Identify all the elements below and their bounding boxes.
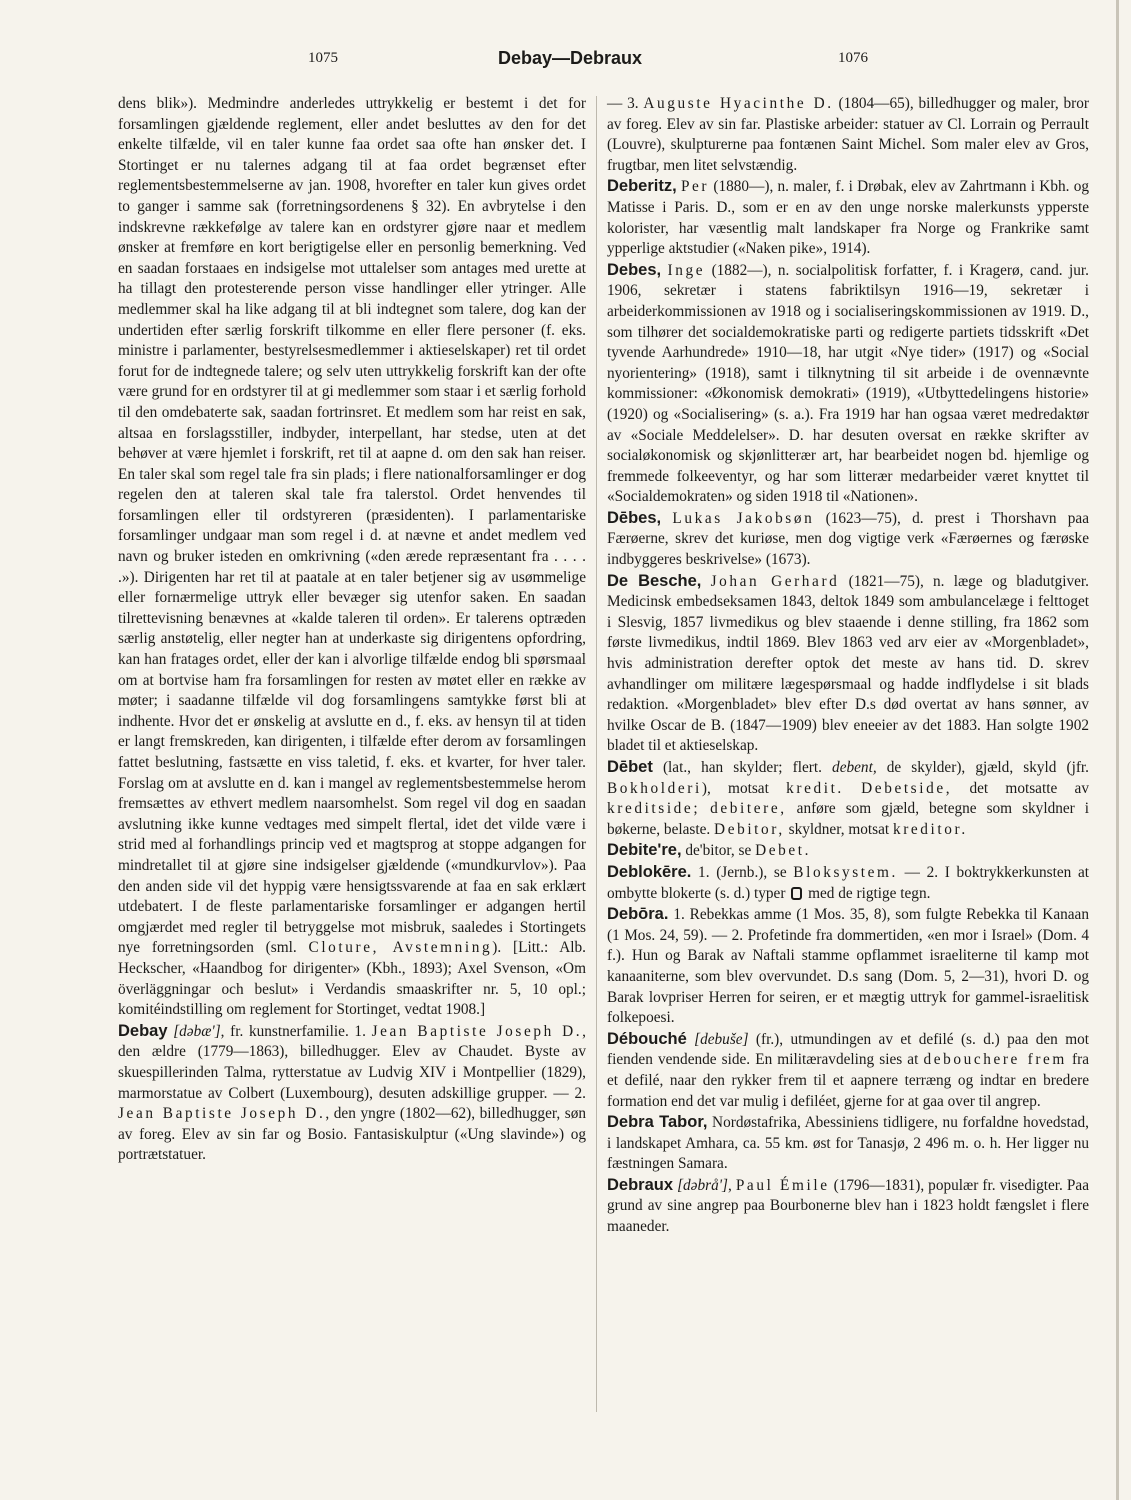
left-page-number: 1075 <box>308 50 338 66</box>
entry-debora: Debōra. 1. Rebekkas amme (1 Mos. 35, 8), som fulgte Rebekka til Kanaan (1 Mos. 24, 59). — 2. Profetinde fra dommertiden, «en mor i Israel» (Dom. 4 f.). Hun og Barak av Naftali stamme opflammet israeliterne til kamp mot kanaaniterne, som blev overvundet. D.s sang (Dom. 5, 2—31), hvori D. og Barak lovpriser Herren for seiren, er et mægtig uttryk for gammel-israelitisk folkepoesi. <box>607 905 1089 1027</box>
entry-deberitz: Deberitz, Per (1880—), n. maler, f. i Drøbak, elev av Zahrtmann i Kbh. og Matisse i Paris. D., som er en av den unge norske malerkunsts ypperste kolorister, har væsentlig malt landskaper fra Norge og Frankrike samt ypperlige aktstudier («Naken pike», 1914). <box>607 177 1089 258</box>
right-column <box>607 94 1089 1238</box>
entry-de-besche: De Besche, Johan Gerhard (1821—75), n. læge og bladutgiver. Medicinsk embedseksamen 1843, deltok 1849 som ambulancelæge i felttoget i Slesvig, 1857 livmedikus og blev staaende i denne stilling, fra 1862 som første livmedikus, indtil 1869. Blev 1863 ved arv eier av «Morgenbladet», hvis administration derefter optok det meste av hans tid. D. skrev avhandlinger om militære lægespørsmaal og hadde indflydelse i sit blads redaktion. «Morgenbladet» blev efter D.s død overtat av hans sønner, av hvilke Oscar de B. (1847—1909) blev eneeier av det 1883. Han solgte 1902 bladet til et aktieselskap. <box>607 571 1089 755</box>
headword-de-besche: De Besche, <box>607 571 702 590</box>
blocked-type-icon <box>791 887 802 900</box>
headword-debet: Dēbet <box>607 758 653 776</box>
headword-deberitz: Deberitz, <box>607 177 677 196</box>
entry-deblokere: Deblokēre. 1. (Jernb.), se Bloksystem. — 2. I boktrykkerkunsten at ombytte blokerte (s. d.) typer med de rigtige tegn. <box>607 862 1089 902</box>
entry-debitere: Debite're, de'bitor, se Debet. <box>607 841 812 860</box>
left-column <box>118 94 586 1166</box>
headword-debay: Debay <box>118 1021 168 1040</box>
entry-debes: Debes, Inge (1882—), n. socialpolitisk forfatter, f. i Kragerø, cand. jur. 1906, sekretær i statens fabriktilsyn 1916—19, sekretær i arbeiderkommissionen av 1918 og i socialiseringskommissionen av 1919. D., som tilhører det socialdemokratiske parti og redigerte partiets tidsskrift «Det tyvende Aarhundrede» 1910—18, har utgit «Nye tider» (1917) og «Social nyorientering» (1918), samt i tilknytning til sit arbeide i de ovennævnte kommissioner: «Økonomisk demokrati» (1919), «Utbyttedelingens historie» (1920) og «Socialisering» (s. a.). Fra 1919 har han ogsaa været medredaktør av «Sociale Meddelelser». D. har desuten oversat en række skrifter av socialøkonomisk og skjønlitterær art, har bearbeidet nogen bd. hjemlige og fremmede folkeeventyr, og har som litterær medarbeider været knyttet til «Socialdemokraten» og siden 1918 til «Nationen». <box>607 260 1090 506</box>
headword-debitere: Debite're, <box>607 841 682 860</box>
page-edge <box>1116 0 1119 1500</box>
right-page-number: 1076 <box>838 50 868 66</box>
entry-debes-lukas: Dēbes, Lukas Jakobsøn (1623—75), d. prest i Thorshavn paa Færøerne, skrev det kuriøse, men dog vigtige verk «Færøernes og færøske indbyggeres beskrivelse» (1673). <box>607 508 1089 569</box>
entry-debraux: Debraux [dəbrå'], Paul Émile (1796—1831), populær fr. visedigter. Paa grund av sine angrep paa Bourbonerne blev han i 1823 holdt fængslet i flere maaneder. <box>607 1175 1089 1236</box>
page-running-title: Debay—Debraux <box>497 48 643 68</box>
entry-debouche: Débouché [debuše] (fr.), utmundingen av et defilé (s. d.) paa den mot fienden vendende side. En militæravdeling sies at debouchere frem fra et defilé, naar den rykker frem til et aapnere terræng og indtar en bredere formation end det var mulig i defiléet, gjerne for at gaa over til angrep. <box>607 1029 1089 1110</box>
entry-auguste-debay: — 3. Auguste Hyacinthe D. (1804—65), billedhugger og maler, bror av foreg. Elev av sin far. Plastiske arbeider: statuer av Cl. Lorrain og Perrault (Louvre), skulpturerne paa fontænen Saint Michel. Som maler elev av Gros, frugtbar, men litet selvstændig. <box>607 95 1089 174</box>
headword-debra-tabor: Debra Tabor, <box>607 1113 708 1132</box>
entry-debat-continuation: dens blik»). Medmindre anderledes uttrykkelig er bestemt i det for forsamlingen gjældende reglement, eller andet besluttes av den for det enkelte tilfælde, vil en taler kunne faa ordet saa ofte han ønsker det. I Stortinget er nu talernes adgang til at faa ordet begrænset efter reglementsbestemmelserne av jan. 1908, hvorefter en taler kun gives ordet to ganger i samme sak (forretningsordenens § 32). En avbrytelse i den indskrevne rækkefølge av talere kan en ordstyrer gjøre naar et medlem ønsker at fremføre en kort berigtigelse eller en personlig bemerkning. Ved en saadan forstaaes en indsigelse mot uttalelser som antages med urette at ha tillagt den protesterende person visse handlinger eller ytringer. Alle medlemmer skal ha like adgang til at bli indtegnet som talere, dog kan der undertiden efter særlig forskrift tilkomme en eller flere personer (f. eks. ministre i parlamenter, bestyrelsesmedlemmer i aktieselskaper) ret til ordet forut for de indtegnede talere; og selv uten uttrykkelig forskrift kan der ofte være grund for en ordstyrer til at gi medlemmer som staar i et særlig forhold til den omdebaterte sak, saadan fortrinsret. Et medlem som har reist en sak, altsaa en forslagsstiller, indbyder, interpellant, har stedse, uten at det behøver at være hjemlet i forskrift, ret til at aapne d. om den sak han reiser. En taler skal som regel tale fra sin plads; i flere nationalforsamlinger er dog regelen den at taleren skal tale fra talerstol. Ordet henvendes til forsamlingen eller til ordstyreren (præsidenten). I parlamentariske forsamlinger undgaar man som regel i d. at nævne et andet medlem ved navn og bruker isteden en omkrivning («den ærede repræsentant fra . . . . .»). Dirigenten har ret til at paatale at en taler betjener sig av usømmelige eller fornærmelige uttryk eller bevæger sig utenfor saken. En saadan tilrettevisning benævnes at «kalde taleren til orden». Er talerens optræden særlig anstøtelig, eller negter han at underkaste sig dirigentens opfordring, kan han fratages ordet, eller der kan i alvorlige tilfælde endog bli spørsmaal om at bortvise ham fra forsamlingen for resten av møtet eller en række av møter; i saadanne tilfælde vil dog forsamlingens samtykke først bli at indhente. Hvor det er ønskelig at avslutte en d., f. eks. av hensyn til at tiden er langt fremskreden, kan dirigenten, i tilfælde efter derom av forsamlingen fattet beslutning, fastsætte en viss taletid, f. eks. et kvarter, for hver taler. Forslag om at avslutte en d. kan i mangel av reglementsbestemmelse herom fremsættes av ethvert medlem naarsomhelst. Som regel vil dog en saadan avslutning ikke kunne vedtages med simpelt flertal, idet det vilde være i strid med al forhandlings princip ved et magtsprog at stoppe adgangen for mindretallet til at gjøre sine indsigelser gjældende («mundkurvlov»). Paa den anden side vil det hyppig være hensigtssvarende at faa en sak erklært utdebatert. I de fleste parlamentariske forsamlinger er adgangen hertil omgjærdet med regler til betryggelse mot misbruk, saaledes i Stortingets nye forretningsorden (sml. Cloture, Avstemning). [Litt.: Alb. Heckscher, «Haandbog for dirigenter» (Kbh., 1893); Axel Svenson, «Om överläggningar och beslut» i Verdandis smaaskrifter nr. 5, 10 opl.; komitéindstilling om reglement for Stortinget, vedtat 1908.] <box>118 95 587 1019</box>
headword-debes: Debes, <box>607 260 662 279</box>
headword-deblokere: Deblokēre. <box>607 862 692 881</box>
entry-debra-tabor: Debra Tabor, Nordøstafrika, Abessiniens tidligere, nu forfaldne hovedstad, i landskapet Amhara, ca. 55 km. øst for Tanasjø, 2 496 m. o. h. Her ligger nu fæstningen Samara. <box>607 1113 1089 1173</box>
headword-debraux: Debraux <box>607 1175 674 1194</box>
column-divider <box>596 96 597 1412</box>
headword-debes-lukas: Dēbes, <box>607 508 662 527</box>
headword-debouche: Débouché <box>607 1029 687 1048</box>
entry-debay: Debay [dəbæ'], fr. kunstnerfamilie. 1. Jean Baptiste Joseph D., den ældre (1779—1863), billedhugger. Elev av Chaudet. Byste av skuespillerinden Talma, rytterstatue av Ludvig XIV i Montpellier (1829), marmorstatue av Colbert (Luxembourg), desuten adskillige grupper. — 2. Jean Baptiste Joseph D., den yngre (1802—62), billedhugger, søn av foreg. Elev av sin far og Bosio. Fantasiskulptur («Ung slavinde») og portrætstatuer. <box>118 1021 586 1164</box>
page-header <box>100 50 1040 76</box>
entry-debet: Dēbet (lat., han skylder; flert. debent, de skylder), gjæld, skyld (jfr. Bokholderi), motsat kredit. Debetside, det motsatte av kreditside; debitere, anføre som gjæld, betegne som skyldner i bøkerne, belaste. Debitor, skyldner, motsat kreditor. <box>607 758 1090 838</box>
headword-debora: Debōra. <box>607 905 669 924</box>
